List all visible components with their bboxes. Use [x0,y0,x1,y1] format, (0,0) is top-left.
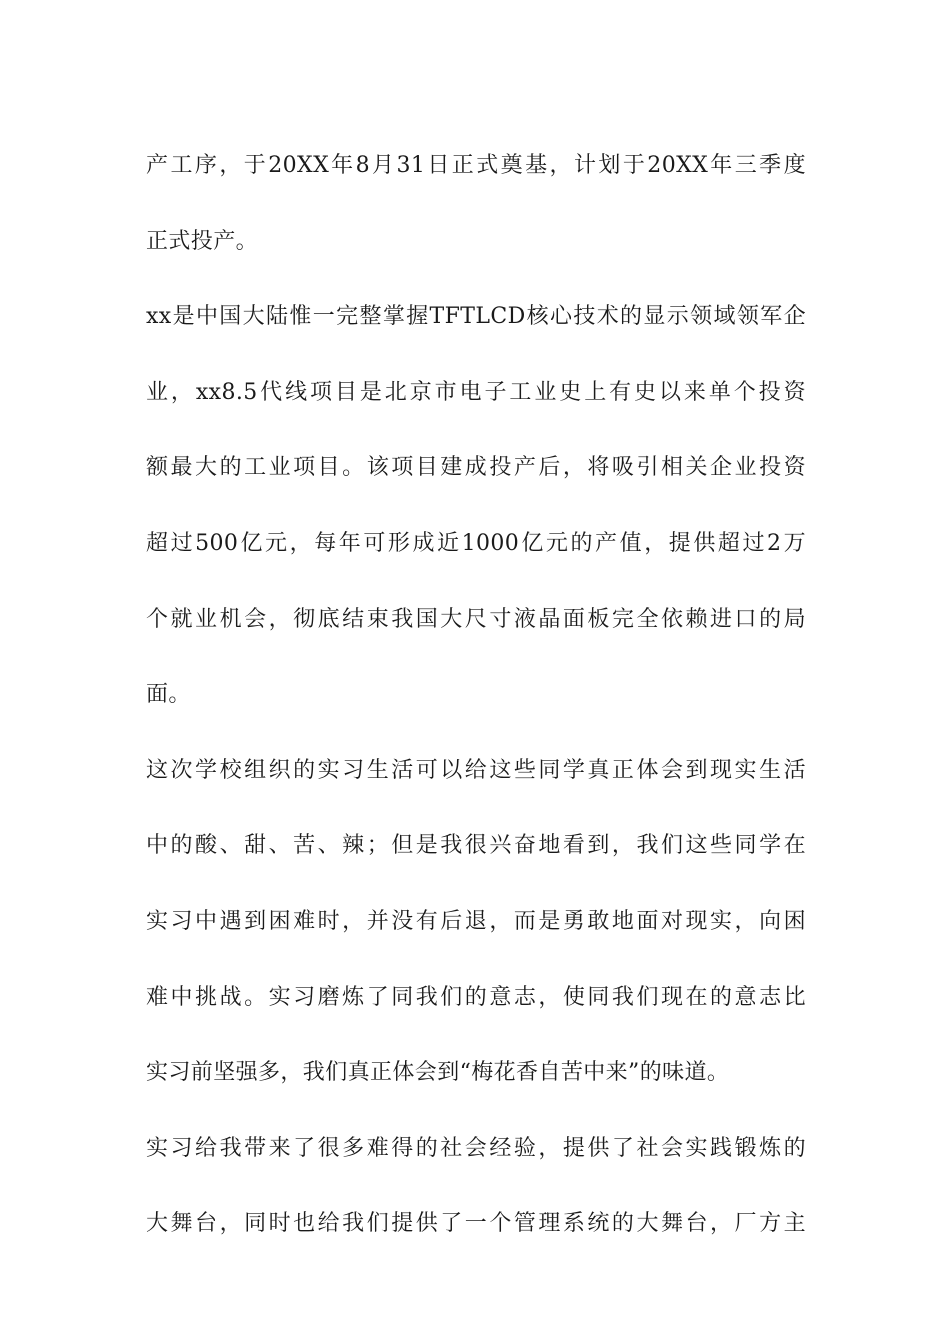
text-line: 额最大的工业项目。该项目建成投产后，将吸引相关企业投资 [146,455,806,481]
paragraph [146,1111,806,1262]
text-line: 正式投产。 [146,228,259,254]
text-line: 中的酸、甜、苦、辣；但是我很兴奋地看到，我们这些同学在 [146,833,806,859]
paragraph [146,733,806,1111]
text-line: 实习给我带来了很多难得的社会经验，提供了社会实践锻炼的 [146,1135,806,1161]
text-line: 难中挑战。实习磨炼了同我们的意志，使同我们现在的意志比 [146,984,806,1010]
text-line: 个就业机会，彻底结束我国大尺寸液晶面板完全依赖进口的局 [146,606,806,632]
text-line: 实习中遇到困难时，并没有后退，而是勇敢地面对现实，向困 [146,908,806,934]
paragraph [146,128,806,279]
text-line: 面。 [146,682,191,708]
text-line: 业，xx8.5代线项目是北京市电子工业史上有史以来单个投资 [146,379,806,405]
text-line: 产工序，于20XX年8月31日正式奠基，计划于20XX年三季度 [146,153,806,178]
text-line: xx是中国大陆惟一完整掌握TFTLCD核心技术的显示领域领军企 [146,304,806,330]
text-line: 大舞台，同时也给我们提供了一个管理系统的大舞台，厂方主 [146,1211,806,1237]
text-line: 实习前坚强多，我们真正体会到“梅花香自苦中来”的味道。 [146,1060,730,1086]
text-line: 这次学校组织的实习生活可以给这些同学真正体会到现实生活 [146,757,806,783]
paragraph [146,279,806,733]
text-line: 超过500亿元，每年可形成近1000亿元的产值，提供超过2万 [146,530,806,556]
document-body [146,128,806,1262]
